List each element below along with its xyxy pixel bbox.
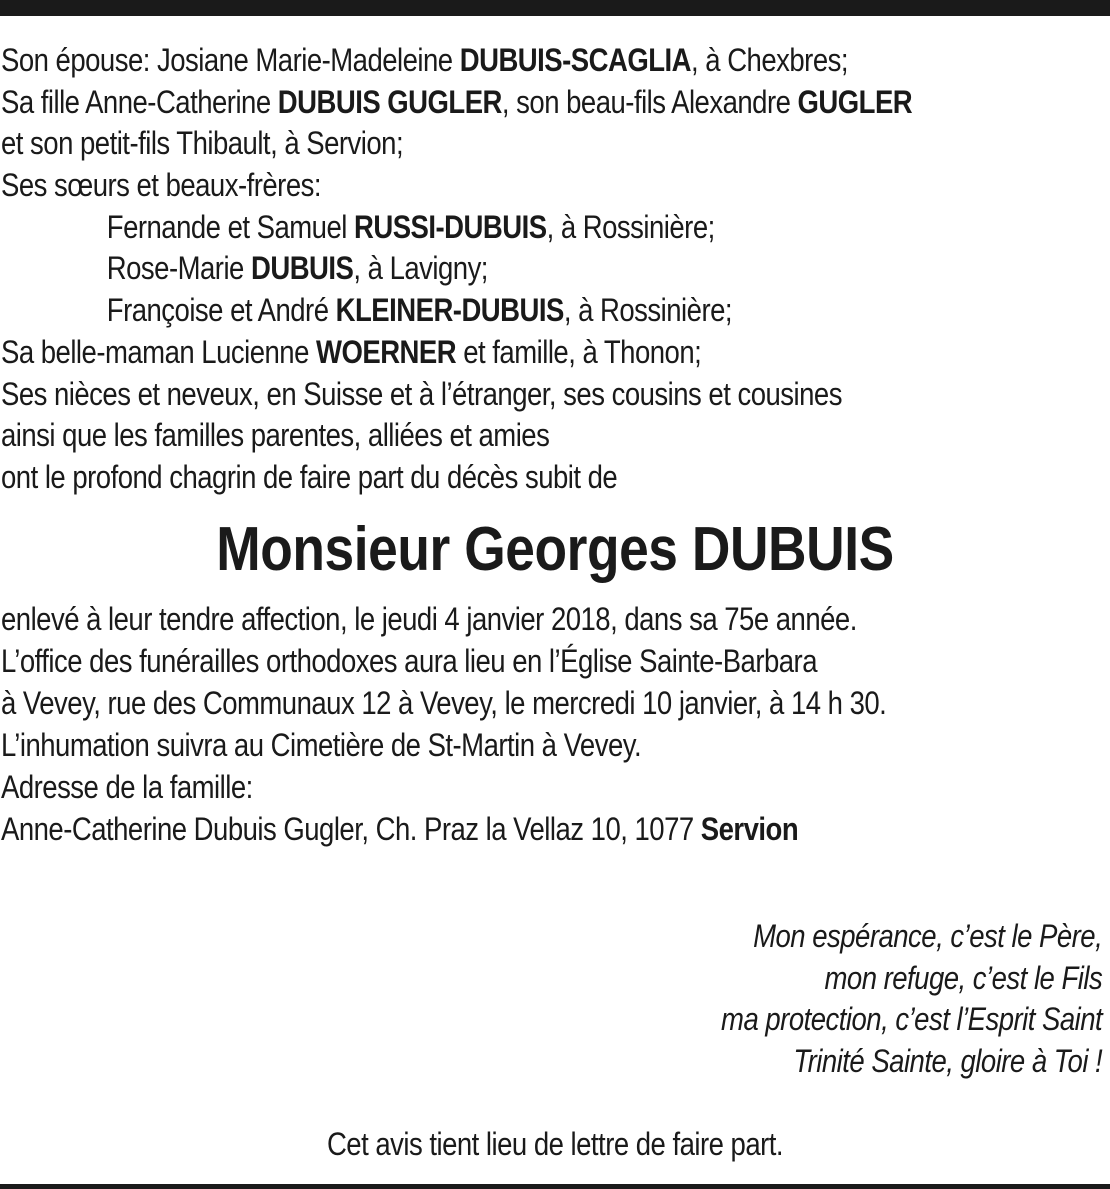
- prayer-quote: [721, 916, 1102, 1082]
- address-text: Anne-Catherine Dubuis Gugler, Ch. Praz la Vellaz 10, 1077: [1, 811, 701, 847]
- family-text: et famille, à Thonon;: [456, 333, 702, 370]
- family-line-spouse: [1, 40, 954, 82]
- quote-line: ma protection, c’est l’Esprit Saint: [720, 1001, 1102, 1037]
- quote-line: Mon espérance, c’est le Père,: [752, 918, 1102, 954]
- family-line-daughter: [1, 82, 954, 124]
- family-text: Sa belle-maman Lucienne: [1, 333, 317, 370]
- details-death-line: enlevé à leur tendre affection, le jeudi 4 janvier 2018, dans sa 75e année.: [1, 601, 857, 637]
- family-surname: KLEINER-DUBUIS: [335, 292, 564, 329]
- top-rule: [0, 0, 1110, 16]
- details-service-line: L’office des funérailles orthodoxes aura lieu en l’Église Sainte-Barbara: [1, 643, 817, 679]
- family-text: , à Chexbres;: [691, 42, 848, 78]
- family-line-grandson: [1, 123, 954, 165]
- family-text: Rose-Marie: [106, 250, 251, 287]
- details-burial-line: L’inhumation suivra au Cimetière de St-Martin à Vevey.: [1, 727, 642, 763]
- family-surname: DUBUIS: [250, 250, 354, 287]
- family-text: Son épouse: Josiane Marie-Madeleine: [1, 42, 460, 78]
- family-text: , à Rossinière;: [563, 292, 733, 329]
- address-city: Servion: [700, 811, 799, 847]
- family-line-siblings-heading: [1, 165, 954, 207]
- family-text: , à Rossinière;: [546, 208, 715, 245]
- family-line-nieces: [1, 374, 954, 416]
- deceased-name: Monsieur Georges DUBUIS: [216, 515, 894, 584]
- funeral-details: [1, 598, 1110, 850]
- bottom-rule: [0, 1184, 1110, 1189]
- family-line-mother-in-law: [1, 332, 954, 374]
- family-surname: DUBUIS-SCAGLIA: [459, 42, 692, 78]
- family-text: et son petit-fils Thibault, à Servion;: [1, 125, 404, 162]
- quote-line: Trinité Sainte, gloire à Toi !: [793, 1042, 1102, 1079]
- family-surname: RUSSI-DUBUIS: [353, 208, 547, 245]
- family-text: ont le profond chagrin de faire part du décès subit de: [1, 458, 618, 495]
- family-line-sibling: [1, 290, 954, 332]
- family-list: [1, 40, 954, 499]
- family-line-sibling: [1, 207, 954, 249]
- family-text: Ses sœurs et beaux-frères:: [1, 167, 322, 204]
- details-location-line: à Vevey, rue des Communaux 12 à Vevey, le mercredi 10 janvier, à 14 h 30.: [1, 685, 887, 721]
- family-text: ainsi que les familles parentes, alliées et amies: [1, 417, 550, 454]
- family-text: , son beau-fils Alexandre: [501, 83, 798, 120]
- details-address: [1, 808, 1110, 850]
- family-text: Fernande et Samuel: [106, 208, 354, 245]
- details-address-label: Adresse de la famille:: [1, 769, 253, 805]
- family-surname: GUGLER: [797, 83, 913, 120]
- family-text: Sa fille Anne-Catherine: [1, 83, 278, 120]
- family-line-families: [1, 415, 954, 457]
- footer-note: Cet avis tient lieu de lettre de faire part.: [326, 1126, 784, 1162]
- family-line-announcement: [1, 457, 954, 499]
- family-surname: DUBUIS GUGLER: [277, 83, 502, 120]
- family-text: , à Lavigny;: [353, 250, 488, 287]
- family-surname: WOERNER: [316, 333, 457, 370]
- quote-line: mon refuge, c’est le Fils: [824, 959, 1102, 996]
- family-text: Françoise et André: [106, 292, 336, 329]
- family-line-sibling: [1, 248, 954, 290]
- family-text: Ses nièces et neveux, en Suisse et à l’étranger, ses cousins et cousines: [1, 375, 842, 412]
